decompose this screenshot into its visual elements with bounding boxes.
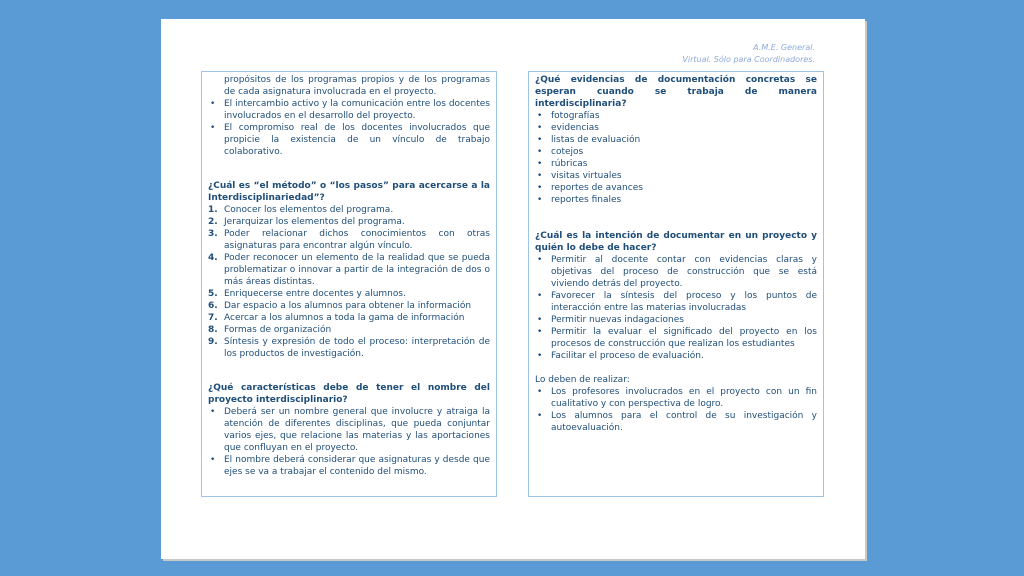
list-item: • listas de evaluación <box>535 134 817 146</box>
who-list <box>535 386 817 434</box>
list-item <box>208 336 490 360</box>
list-item: • Deberá ser un nombre general que involucre y atraiga la atención de diferentes disciplinas, que pueda conjuntar varios ejes, que relacione las materias y las aportaciones que confluyan en el proyecto. <box>208 406 490 454</box>
step-text: Acercar a los alumnos a toda la gama de información <box>224 313 465 323</box>
list-item <box>208 288 490 300</box>
right-column <box>528 71 824 497</box>
list-item <box>208 252 490 288</box>
step-number: 7. <box>208 313 218 323</box>
list-item: • Permitir nuevas indagaciones <box>535 314 817 326</box>
step-number: 2. <box>208 217 218 227</box>
list-item <box>208 300 490 312</box>
step-number: 1. <box>208 205 218 215</box>
step-text: Dar espacio a los alumnos para obtener la información <box>224 301 472 311</box>
step-text: Jerarquizar los elementos del programa. <box>224 217 405 227</box>
list-item <box>208 216 490 228</box>
left-column <box>201 71 497 497</box>
step-number: 6. <box>208 301 218 311</box>
list-item: • Los alumnos para el control de su investigación y autoevaluación. <box>535 410 817 434</box>
step-number: 4. <box>208 253 218 263</box>
list-item: • cotejos <box>535 146 817 158</box>
question-evidence: ¿Qué evidencias de documentación concretas se esperan cuando se trabaja de manera interdisciplinaria? <box>535 75 817 109</box>
question-method: ¿Cuál es “el método” o “los pasos” para acercarse a la Interdisciplinariedad”? <box>208 181 490 203</box>
evidence-list <box>535 110 817 206</box>
list-item: • Facilitar el proceso de evaluación. <box>535 350 817 362</box>
step-number: 3. <box>208 229 218 239</box>
header-line-2: Virtual. Sólo para Coordinadores. <box>682 55 815 64</box>
intro-item-continued <box>208 74 490 98</box>
list-item: • evidencias <box>535 122 817 134</box>
list-item <box>208 204 490 216</box>
page-header <box>682 42 815 66</box>
list-item: • El nombre deberá considerar que asignaturas y desde que ejes se va a trabajar el contenido del mismo. <box>208 454 490 478</box>
intro-item-text: propósitos de los programas propios y de los programas de cada asignatura involucrada en el proyecto. <box>224 75 490 97</box>
who-label: Lo deben de realizar: <box>535 375 630 385</box>
list-item: • rúbricas <box>535 158 817 170</box>
list-item: • Permitir la evaluar el significado del proyecto en los procesos de construcción que realizan los estudiantes <box>535 326 817 350</box>
step-number: 8. <box>208 325 218 335</box>
list-item: • fotografías <box>535 110 817 122</box>
step-text: Enriquecerse entre docentes y alumnos. <box>224 289 406 299</box>
step-text: Poder relacionar dichos conocimientos con otras asignaturas para encontrar algún vínculo. <box>224 229 490 251</box>
step-number: 5. <box>208 289 218 299</box>
documentation-intent-list <box>535 254 817 362</box>
intro-list <box>208 74 490 158</box>
list-item <box>208 324 490 336</box>
question-project-name: ¿Qué características debe de tener el nombre del proyecto interdisciplinario? <box>208 383 490 405</box>
step-text: Formas de organización <box>224 325 332 335</box>
list-item: • El compromiso real de los docentes involucrados que propicie la existencia de un vínculo de trabajo colaborativo. <box>208 122 490 158</box>
list-item: • Los profesores involucrados en el proyecto con un fin cualitativo y con perspectiva de logro. <box>535 386 817 410</box>
question-documentation-intent: ¿Cuál es la intención de documentar en un proyecto y quién lo debe de hacer? <box>535 231 817 253</box>
method-steps-list <box>208 204 490 360</box>
list-item: • El intercambio activo y la comunicación entre los docentes involucrados en el desarrollo del proyecto. <box>208 98 490 122</box>
document-page <box>161 19 865 559</box>
list-item <box>208 312 490 324</box>
step-number: 9. <box>208 337 218 347</box>
header-line-1: A.M.E. General. <box>753 43 815 52</box>
list-item: • reportes de avances <box>535 182 817 194</box>
step-text: Poder reconocer un elemento de la realidad que se pueda problematizar o innovar a partir de la integración de dos o más áreas distintas. <box>224 253 490 287</box>
list-item: • Favorecer la síntesis del proceso y los puntos de interacción entre las materias involucradas <box>535 290 817 314</box>
step-text: Conocer los elementos del programa. <box>224 205 394 215</box>
list-item: • reportes finales <box>535 194 817 206</box>
step-text: Síntesis y expresión de todo el proceso: interpretación de los productos de investigación. <box>224 337 490 359</box>
list-item <box>208 228 490 252</box>
project-name-list <box>208 406 490 478</box>
list-item: • visitas virtuales <box>535 170 817 182</box>
list-item: • Permitir al docente contar con evidencias claras y objetivas del proceso de construcción que se está viviendo detrás del proyecto. <box>535 254 817 290</box>
